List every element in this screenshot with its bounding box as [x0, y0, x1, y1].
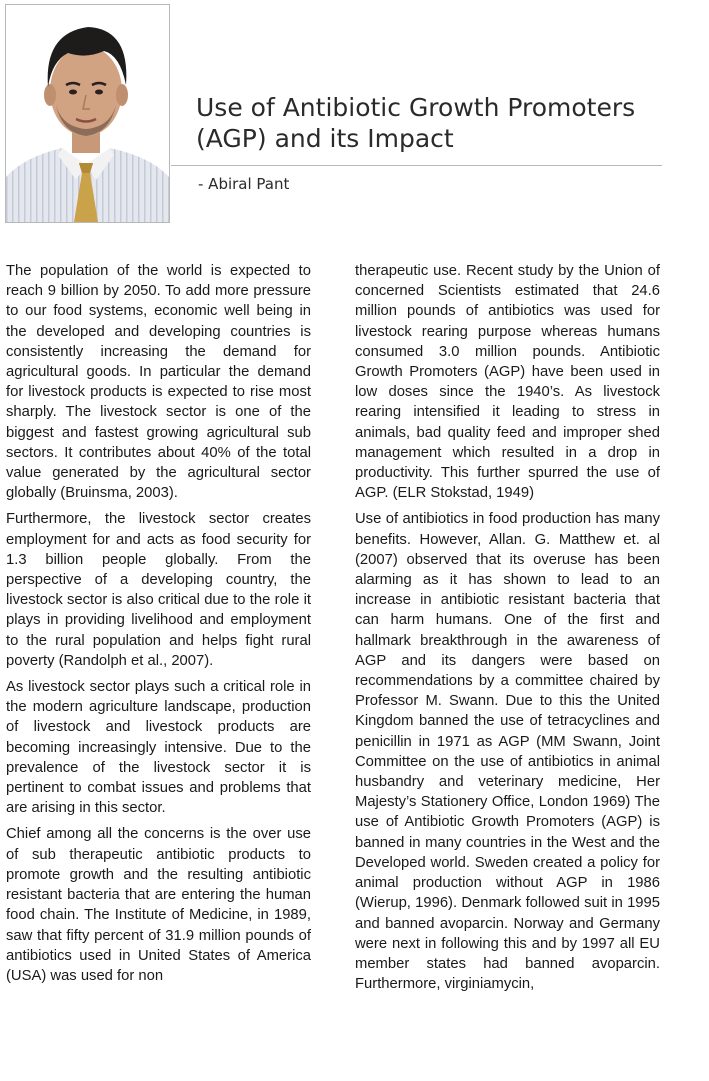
article-title: Use of Antibiotic Growth Promoters (AGP) and its Impact [196, 93, 636, 153]
paragraph: therapeutic use. Recent study by the Union of concerned Scientists estimated that 24.6 million pounds of antibiotics was used for livestock rearing purpose whereas humans consumed 3.0 million pounds. Antibiotic Growth Promoters (AGP) have been used in low doses since the 1940’s. As livestock rearing intensified it leading to stress in animals, bad quality feed and improper shed management which resulted in a drop in productivity. This further spurred the use of AGP. (ELR Stokstad, 1949) [355, 263, 660, 502]
paragraph: Use of antibiotics in food production has many benefits. However, Allan. G. Matthew et. al (2007) observed that its overuse has been alarming as it has shown to lead to an increase in antibiotic resistant bacteria that can harm humans. One of the first and hallmark breakthrough in the awareness of AGP and its dangers were based on recommendations by a committee chaired by Professor M. Swann. Due to this the United Kingdom banned the use of tetracyclines and penicillin in 1971 as AGP (MM Swann, Joint Committee on the use of antibiotics in animal husbandry and veterinary medicine, Her Majesty’s Stationery Office, London 1969) The use of Antibiotic Growth Promoters (AGP) is banned in many countries in the West and the Developed world. Sweden created a policy for animal production without AGP in 1986 (Wierup, 1996). Denmark followed suit in 1995 and banned avoparcin. Norway and Germany were next in following this and by 1997 all EU member states had banned avoparcin. Furthermore, virginiamycin, [355, 511, 660, 993]
paragraph: The population of the world is expected to reach 9 billion by 2050. To add more pressure to our food systems, economic well being in the developed and developing countries is consistently increasing the demand for agricultural goods. In particular the demand for livestock products is expected to rise most sharply. The livestock sector is one of the biggest and fastest growing agricultural sub sectors. It contributes about 40% of the total value generated by the agricultural sector globally (Bruinsma, 2003). [6, 263, 311, 502]
author-photo [5, 4, 170, 223]
paragraph: Furthermore, the livestock sector creates employment for and acts as food security for 1.3 billion people globally. From the perspective of a developing country, the livestock sector is also critical due to the role it plays in providing livelihood and employment to the rural population and helps fight rural poverty (Randolph et al., 2007). [6, 511, 311, 669]
paragraph: Chief among all the concerns is the over use of sub therapeutic antibiotic products to promote growth and the resulting antibiotic resistant bacteria that are entering the human food chain. The Institute of Medicine, in 1989, saw that fifty percent of 31.9 million pounds of antibiotics used in United States of America (USA) was used for non [6, 826, 311, 984]
author-portrait-icon [6, 5, 169, 222]
paragraph: As livestock sector plays such a critical role in the modern agriculture landscape, production of livestock and livestock products are becoming increasingly intensive. Due to the prevalence of the livestock sector it is pertinent to combat issues and problems that are arising in this sector. [6, 679, 311, 817]
title-divider [171, 165, 662, 166]
right-column [355, 261, 660, 1000]
left-column [6, 261, 311, 992]
author-byline: - Abiral Pant [198, 175, 290, 193]
